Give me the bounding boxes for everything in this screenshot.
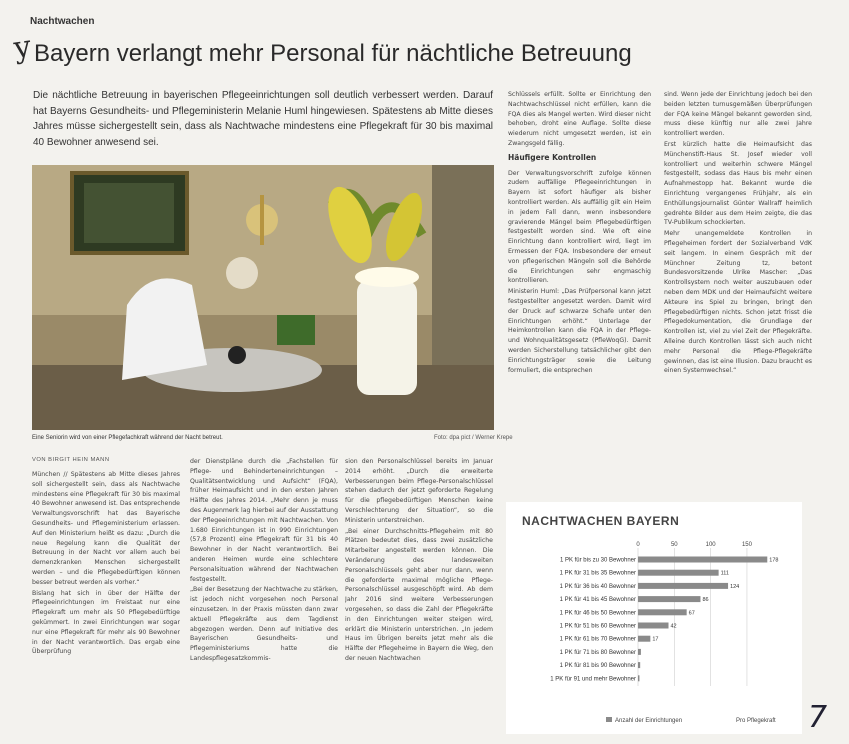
category-label: 1 PK für 61 bis 70 Bewohner <box>559 636 636 643</box>
paragraph: „Bei der Besetzung der Nachtwache zu stärken, ist jedoch nicht vorgesehen noch Personal einzusetzen. In der Praxis müssten dann zwar aktuell Pflegekräfte aus dem Tagdienst abgezogen werden. Denn auf Initiative des Bayerischen Gesundheits- und Pflegeministeriums hatte die Landespflegesatzkommis- <box>190 586 338 662</box>
article-photo <box>32 165 494 430</box>
photo-credit: Foto: dpa pict / Werner Krepe <box>434 435 513 441</box>
photo-illustration <box>32 165 494 430</box>
category-label: 1 PK für 71 bis 80 Bewohner <box>559 649 636 656</box>
data-label: 86 <box>702 597 709 604</box>
category-label: 1 PK für 46 bis 50 Bewohner <box>559 610 636 617</box>
bar <box>638 636 650 642</box>
paragraph: Bislang hat sich in über der Hälfte der Pflegeeinrichtungen im Freistaat nur eine Pflegekraft um mehr als 50 Pflegebedürftige gekümmert. In zwei Einrichtungen war sogar nur eine Pflegekraft für mehr als 90 Bewohner in der Nacht verantwortlich. Das ergab eine Überprüfung <box>32 589 180 656</box>
bar <box>638 623 669 629</box>
bar <box>638 596 700 602</box>
byline: VON BIRGIT HEIN MANN <box>32 457 110 463</box>
column-2 <box>190 457 338 738</box>
x-tick-label: 50 <box>670 542 678 548</box>
x-tick-label: 100 <box>705 542 716 548</box>
legend-entry: Pro Pflegekraft <box>736 718 776 724</box>
column-5 <box>664 90 812 495</box>
photo-caption: Eine Seniorin wird von einer Pflegefachkraft während der Nacht betreut. <box>32 435 223 441</box>
legend-swatch <box>606 717 612 722</box>
category-label: 1 PK für 31 bis 35 Bewohner <box>559 570 636 577</box>
category-label: 1 PK für bis zu 30 Bewohner <box>559 557 636 564</box>
bar <box>638 649 641 655</box>
bar <box>638 570 719 576</box>
data-label: 111 <box>720 570 729 577</box>
category-label: 1 PK für 91 und mehr Bewohner <box>550 676 636 683</box>
bar <box>638 662 640 668</box>
category-label: 1 PK für 36 bis 40 Bewohner <box>559 583 636 590</box>
data-label: 67 <box>688 610 695 617</box>
bar <box>638 675 639 681</box>
bar <box>638 583 728 589</box>
headline: Bayern verlangt mehr Personal für nächtliche Betreuung <box>34 40 632 67</box>
page-number: 7 <box>808 700 828 735</box>
paragraph: sind. Wenn jede der Einrichtung jedoch bei den beiden letzten turnusgemäßen Überprüfungen der FQA keine Mängel bekannt geworden sind, muss diese künftig nur alle zwei Jahre kontrolliert werden. <box>664 91 812 138</box>
paragraph: Erst kürzlich hatte die Heimaufsicht das Münchenstift-Haus St. Josef wieder voll kontrolliert und weiterhin schwere Mängel festgestellt, sodass das Haus bis mehr einen Aufnahmestopp hat. Bekannt wurde die Einrichtung vergangenes Frühjahr, als ein Enthüllungsjournalist Günter Wallraff heimlich gedrehte Bilder aus dem Heim zeigte, die das TV-Publikum schockierten. <box>664 140 812 227</box>
lead-paragraph: Die nächtliche Betreuung in bayerischen Pflegeeinrichtungen soll deutlich verbessert werden. Darauf hat Bayerns Gesundheits- und Pflegeministerin Melanie Huml hingewiesen. Spätestens ab Mitte dieses Jahres müsse sichergestellt sein, dass als Nachtwache mindestens eine Pflegekraft für 30 bis maximal 40 Bewohner anwesend sei. <box>33 90 493 148</box>
subheading: Häufigere Kontrollen <box>508 152 597 162</box>
legend-entry: Anzahl der Einrichtungen <box>615 718 683 724</box>
data-label: 42 <box>670 623 677 630</box>
column-1 <box>32 470 180 738</box>
kicker: Nachtwachen <box>30 16 95 27</box>
column-3 <box>345 457 493 738</box>
paragraph: Ministerin Huml: „Das Prüfpersonal kann jetzt festgestellter angesetzt werden. Damit wird der Druck auf schwarze Schafe unter den Einrichtungen erhöht.“ Unterlage der Heimkontrollen kann die FQA in der Pflege- und Wohnqualitätsgesetz (PfleWoqG). Damit werden Sicherstellung tatsächlicher gibt den Einrichtungsträger sowie die Leitung formuliert, die entsprechen <box>508 288 651 374</box>
chart-plot <box>506 502 802 734</box>
x-tick-label: 0 <box>636 542 640 548</box>
handwritten-mark: y <box>11 28 34 67</box>
bar <box>638 609 687 615</box>
category-label: 1 PK für 51 bis 60 Bewohner <box>559 623 636 630</box>
paragraph: Schlüssels erfüllt. Sollte er Einrichtung den Nachtwachschlüssel nicht erfüllen, kann die FQA dies als Mangel werten. Wird dieser nicht behoben, droht eine Auflage. Sollte diese wiederum nicht umgesetzt werden, ist ein Zwangsgeld fällig. <box>508 91 651 147</box>
column-4 <box>508 90 651 495</box>
category-label: 1 PK für 81 bis 90 Bewohner <box>559 663 636 670</box>
bar <box>638 557 767 563</box>
chart-title: NACHTWACHEN BAYERN <box>522 514 680 528</box>
paragraph: der Dienstpläne durch die „Fachstellen für Pflege- und Behinderteneinrichtungen – Qualitätsentwicklung und Aufsicht“ (FQA), früher Heimaufsicht und in den ersten Jahren Hälfte des Jahres 2014. „Mehr denn je muss des Augenmerk lag hierbei auf der Ausstattung der Pflegeeinrichtungen mit Nachtwachen. Von 1.680 Einrichtungen ist in 990 Einrichtungen (57,8 Prozent) eine Pflegekraft für 31 bis 40 Bewohner in der Nacht verantwortlich. Bei anderen Heimen wurde eine schlechtere Personalsituation während der Nachtwachen festgestellt. <box>190 458 338 583</box>
nachtwachen-chart <box>506 502 802 734</box>
paragraph: sion den Personalschlüssel bereits im Januar 2014 erhöht. „Durch die erweiterte Verbesserungen beim Pflege-Personalschlüssel stehen dadurch der jetzt geforderte Regelung für die pflegebedürftigen Menschen keine Verschlechterung der Situation“, so die Ministerin unterstreichen. <box>345 458 493 524</box>
x-tick-label: 150 <box>741 542 752 548</box>
paragraph: München // Spätestens ab Mitte dieses Jahres soll sichergestellt sein, dass als Nachtwache mindestens eine Pflegekraft für 30 bis maximal 40 Bewohner anwesend ist. Das entsprechende Verwaltungsvorschrift hat das Bayerische Gesundheits- und Pflegeministerium erlassen. Auf den Ministerium heißt es dazu: „Durch die neue Regelung kann die Qualität der Betreuung in der Nacht vor allem auch bei demenzkranken Menschen sichergestellt werden – und die Pflegebedürftigen können besser betreut werden als vorher.“ <box>32 471 180 586</box>
data-label: 17 <box>652 636 659 643</box>
data-label: 178 <box>769 557 779 564</box>
paragraph: Der Verwaltungsvorschrift zufolge können zudem auffällige Pflegeeinrichtungen in Bayern ist sofort häufiger als bisher kontrolliert werden. Als auffällig gilt ein Heim in jedem Fall dann, wenn insbesondere gravierende Mängel beim Pflegebedürftigen festgestellt worden sind. Wie oft eine Einrichtung dann kontrolliert wird, liegt im Ermessen der FQA. Insbesondere der erneut von pflegerischen Mängeln soll die Behörde die Einrichtungen sehr engmaschig kontrollieren. <box>508 169 651 285</box>
category-label: 1 PK für 41 bis 45 Bewohner <box>559 597 636 604</box>
paragraph: Mehr unangemeldete Kontrollen in Pflegeheimen fordert der Sozialverband VdK seit langem. In einem Gespräch mit der Münchner Zeitung tz, betont Bundesvorsitzende Ulrike Mascher: „Das Kontrollsystem noch weiter auszubauen oder neben dem MDK und der Heimaufsicht weitere Akteure ins Spiel zu bringen, bringt den Pflegebedürftigen nichts. Schon jetzt frisst die Pflegedokumentation, die Grundlage der Kontrollen ist, viel zu viel Zeit der Pflegekräfte. Alleine durch Kontrollen lässt sich auch nicht mehr Personal die Pflege-Pflegekräfte gewinnen, das ist eine Illusion. Dazu braucht es einen Systemwechsel.“ <box>664 230 812 375</box>
data-label: 124 <box>730 583 740 590</box>
paragraph: „Bei einer Durchschnitts-Pflegeheim mit 80 Plätzen bedeutet dies, dass zwei zusätzliche Mitarbeiter angestellt werden können. Die Veränderung des landesweiten Personalschlüssels geht aber nur dann, wenn die geforderte maximal mögliche Pflege-Personalschlüssel ausgeschöpft wird. Ab dem Jahr 2016 sind weitere Verbesserungen vorgesehen, so dass die Zahl der Pflegekräfte in den Einrichtungen weiter steigen wird, erklärt die Ministerin unterstrichen. „In jedem Haus im Übrigen bereits jetzt mehr als die Hälfte der Pflegeheime in Bayern die Weg, den der neuen Nachtwachen <box>345 527 493 662</box>
